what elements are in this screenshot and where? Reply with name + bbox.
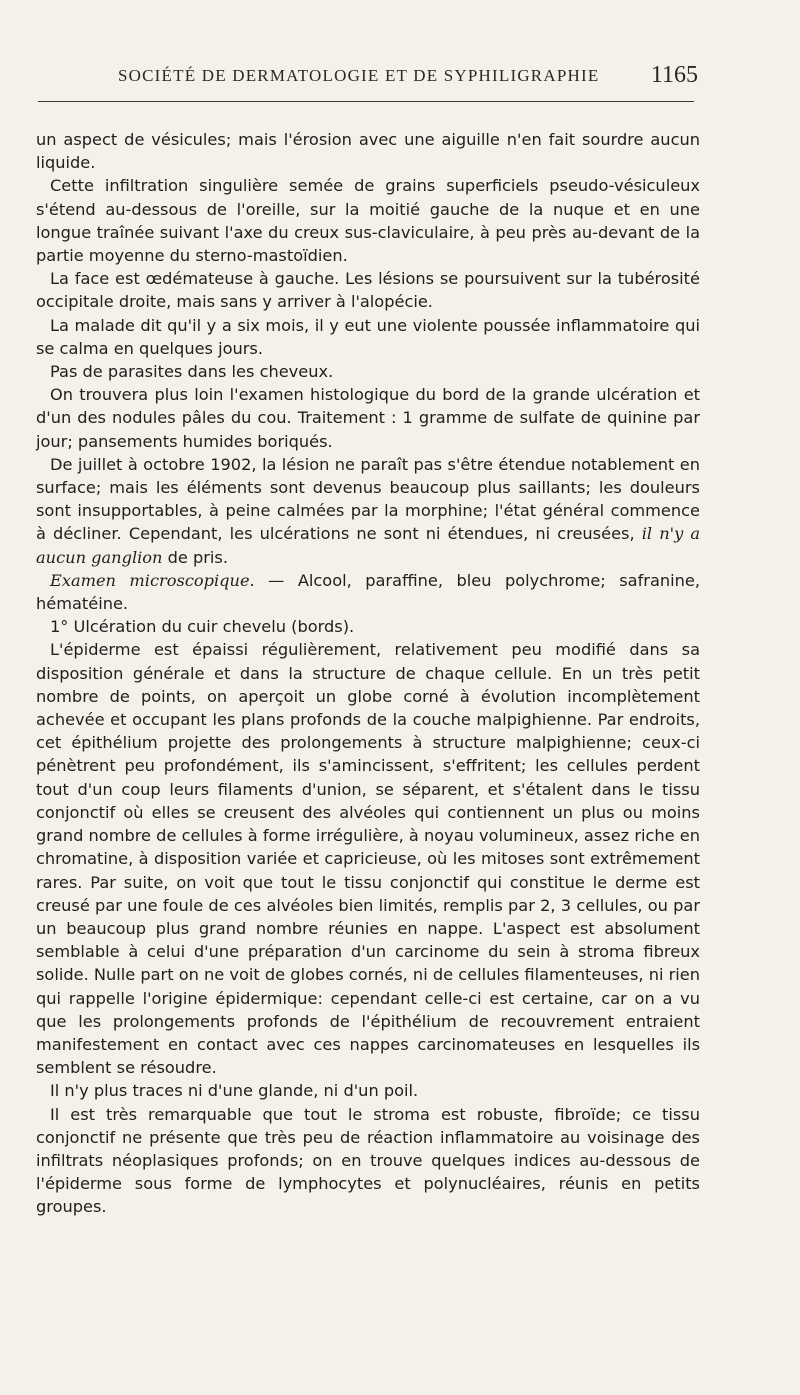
paragraph [36,174,700,267]
running-header [38,62,698,92]
journal-title: SOCIÉTÉ DE DERMATOLOGIE ET DE SYPHILIGRAPHIE [118,66,600,85]
italic-text: il n'y a aucun ganglion [36,524,700,567]
header-rule [38,101,694,102]
paragraph-text: Cette infiltration singulière semée de grains superficiels pseudo-vésiculeux s'étend au-dessous de l'oreille, sur la moitié gauche de la nuque et en une longue traînée suivant l'axe du creux sus-claviculaire, à peu près au-devant de la partie moyenne du sterno-mastoïdien. [36,176,700,266]
paragraph [36,314,700,360]
paragraph-text: De juillet à octobre 1902, la lésion ne paraît pas s'être étendue notablement en surface; mais les éléments sont devenus beaucoup plus saillants; les douleurs sont insupportables, à peine calmées par la morphine; l'état général commence à décliner. Cependant, les ulcérations ne sont ni étendues, ni creusées, [36,454,700,544]
paragraph-text: 1° Ulcération du cuir chevelu (bords). [50,617,355,637]
paragraph-text: un aspect de vésicules; mais l'érosion avec une aiguille n'en fait sourdre aucun liquide. [36,130,700,173]
paragraph-text: — Alcool, paraffine, bleu polychrome; safranine, hématéine. [36,570,700,614]
paragraph-text: La face est œdémateuse à gauche. Les lésions se poursuivent sur la tubérosité occipitale droite, mais sans y arriver à l'alopécie. [36,269,700,312]
page-number: 1165 [650,62,698,88]
italic-text: Examen microscopique. [50,570,255,590]
paragraph-text: Il est très remarquable que tout le stroma est robuste, fibroïde; ce tissu conjonctif ne présente que très peu de réaction inflammatoire au voisinage des infiltrats néoplasiques profonds; on en trouve quelques indices au-dessous de l'épiderme sous forme de lymphocytes et polynucléaires, réunis en petits groupes. [36,1104,700,1217]
paragraph [36,638,700,1079]
paragraph-text: L'épiderme est épaissi régulièrement, relativement peu modifié dans sa disposition générale et dans la structure de chaque cellule. En un très petit nombre de points, on aperçoit un globe corné à évolution incomplètement achevée et occupant les plans profonds de la couche malpighienne. Par endroits, cet épithélium projette des prolongements à structure malpighienne; ceux-ci pénètrent peu profondément, ils s'amincissent, s'effritent; les cellules perdent tout d'un coup leurs filaments d'union, se séparent, et s'étalent dans le tissu conjonctif où elles se creusent des alvéoles qui contiennent un plus ou moins grand nombre de cellules à forme irrégulière, à noyau volumineux, assez riche en chromatine, à disposition variée et capricieuse, où les mitoses sont extrêmement rares. Par suite, on voit que tout le tissu conjonctif qui constitue le derme est creusé par une foule de ces alvéoles bien limités, remplis par 2, 3 cellules, ou par un beaucoup plus grand nombre réunies en nappe. L'aspect est absolument semblable à celui d'une préparation d'un carcinome du sein à stroma fibreux solide. Nulle part on ne voit de globes cornés, ni de cellules filamenteuses, ni rien qui rappelle l'origine épidermique: cependant celle-ci est certaine, car on a vu que les prolongements profonds de l'épithélium de recouvrement entraient manifestement en contact avec ces nappes carcinomateuses en lesquelles ils semblent se résoudre. [36,640,700,1078]
paragraph [36,383,700,453]
paragraph-text: Pas de parasites dans les cheveux. [50,362,334,382]
paragraph-text: de pris. [162,547,229,567]
paragraph [36,1103,700,1219]
paragraph [36,267,700,313]
paragraph-text: La malade dit qu'il y a six mois, il y eut une violente poussée inflammatoire qui se calma en quelques jours. [36,315,700,358]
paragraph [36,360,700,383]
paragraph [36,453,700,569]
paragraph [36,569,700,615]
paragraph [36,128,700,174]
paragraph-text: Il n'y plus traces ni d'une glande, ni d'un poil. [50,1081,419,1101]
paragraph [36,1079,700,1102]
paragraph-text: On trouvera plus loin l'examen histologique du bord de la grande ulcération et d'un des nodules pâles du cou. Traitement : 1 gramme de sulfate de quinine par jour; pansements humides boriqués. [36,385,700,451]
body-text [36,128,700,1219]
paragraph [36,615,700,638]
